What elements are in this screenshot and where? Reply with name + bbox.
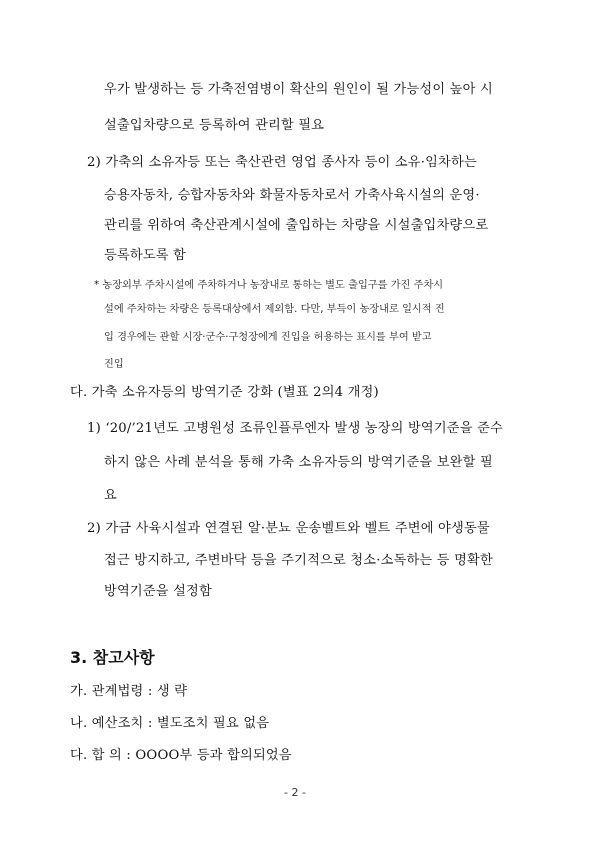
footnote-line: 입 경우에는 관할 시장·군수·구청장에게 진입을 허용하는 표시를 부여 받고 <box>104 332 432 343</box>
list-item-da2-line: 2) 가금 사육시설과 연결된 알·분뇨 운송벨트와 벨트 주변에 야생동물 <box>87 521 490 536</box>
list-item-2-line: 관리를 위하여 축산관계시설에 출입하는 차량을 시설출입차량으로 <box>104 218 489 233</box>
footnote-line: * 농장외부 주차시설에 주차하거나 농장내로 통하는 별도 출입구를 가진 주차시 <box>94 280 444 291</box>
list-item-2-line: 등록하도록 함 <box>104 248 187 263</box>
paragraph-line: 설출입차량으로 등록하여 관리할 필요 <box>104 118 325 133</box>
list-item-da2-line: 방역기준을 설정함 <box>104 584 212 599</box>
reference-item-na: 나. 예산조치 : 별도조치 필요 없음 <box>70 716 270 731</box>
paragraph-line: 우가 발생하는 등 가축전염병이 확산의 원인이 될 가능성이 높아 시 <box>104 82 493 97</box>
footnote-line: 진입 <box>104 359 124 370</box>
list-item-da2-line: 접근 방지하고, 주변바닥 등을 주기적으로 청소·소독하는 등 명확한 <box>104 553 493 568</box>
list-item-da1-line: 하지 않은 사례 분석을 통해 가축 소유자등의 방역기준을 보완할 필 <box>104 455 493 470</box>
page-number: - 2 - <box>284 786 306 799</box>
reference-heading: 3. 참고사항 <box>70 648 155 667</box>
reference-item-ga: 가. 관계법령 : 생 략 <box>70 684 188 699</box>
reference-item-da: 다. 합 의 : OOOO부 등과 합의되었음 <box>70 748 292 763</box>
footnote-line: 설에 주차하는 차량은 등록대상에서 제외함. 다만, 부득이 농장내로 일시적 진 <box>104 304 445 315</box>
list-item-da1-line: 요 <box>104 488 117 503</box>
list-item-2-line: 승용자동차, 승합자동차와 화물자동차로서 가축사육시설의 운영· <box>104 188 480 203</box>
section-heading-da: 다. 가축 소유자등의 방역기준 강화 (별표 2의4 개정) <box>70 385 379 400</box>
list-item-2-line: 2) 가축의 소유자등 또는 축산관련 영업 종사자 등이 소유·임차하는 <box>87 155 477 170</box>
list-item-da1-line: 1) ‘20/’21년도 고병원성 조류인플루엔자 발생 농장의 방역기준을 준수 <box>87 421 503 436</box>
